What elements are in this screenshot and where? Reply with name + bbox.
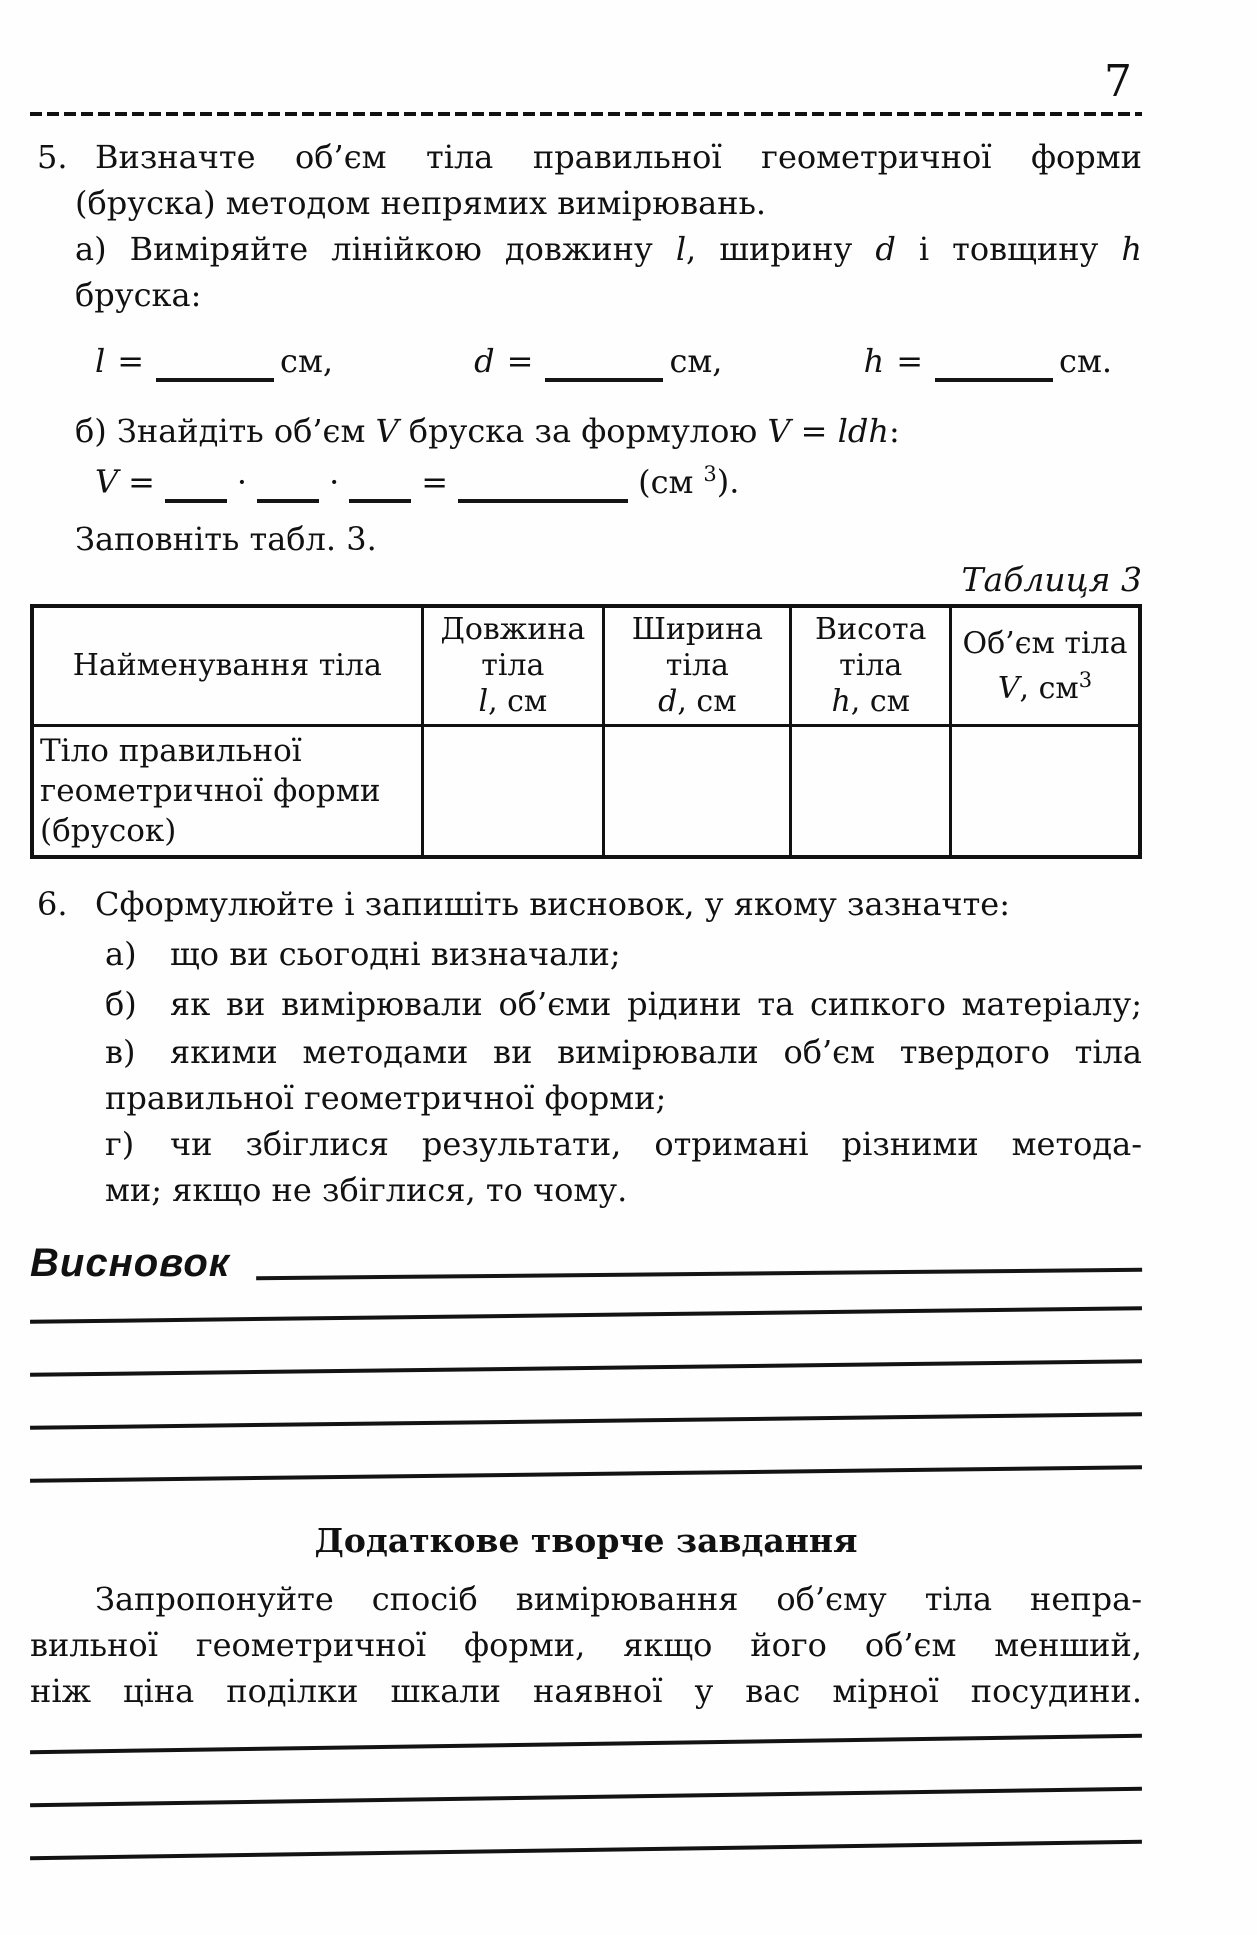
page-number: 7 [1104, 56, 1132, 107]
empty-cell-volume [951, 726, 1140, 858]
column-header-name: Найменування тіла [32, 606, 422, 726]
blank-factor-3 [349, 471, 411, 503]
item-a-marker: а) [105, 935, 137, 973]
task-6-item-g-line1 [30, 1121, 1142, 1167]
equals-sign: = [128, 462, 155, 501]
column-header-volume [951, 606, 1140, 726]
superscript-3: 3 [1078, 667, 1093, 692]
equals-sign: = [117, 342, 145, 380]
task-5-line1-text: Визначте об’єм тіла правильної геометричної форми [95, 138, 1142, 176]
header-line [798, 684, 943, 720]
task-5a-line2: бруска: [75, 276, 202, 314]
var-l: l [675, 230, 687, 268]
task-5a-seg3: і товщину [895, 230, 1122, 268]
task-5a-line1 [30, 226, 1142, 272]
writing-line [30, 1840, 1142, 1860]
unit-cm: см, [669, 342, 723, 380]
empty-cell-height [791, 726, 951, 858]
volume-formula-row [30, 462, 1142, 514]
creative-task-heading: Додаткове творче завдання [314, 1521, 858, 1560]
blank-h-value [935, 350, 1053, 382]
task-5-number: 5. [37, 138, 68, 176]
blank-l-value [156, 350, 274, 382]
item-a-text: що ви сьогодні визначали; [170, 935, 621, 973]
table-3-header [32, 606, 1140, 726]
measurement-h [864, 342, 1112, 382]
page-content [30, 0, 1142, 1852]
blank-d-value [545, 350, 663, 382]
var-d: d [474, 342, 495, 380]
measurement-d [474, 342, 722, 382]
item-g-marker: г) [105, 1125, 135, 1163]
writing-line [30, 1412, 1142, 1430]
writing-line [30, 1465, 1142, 1483]
header-line: Ширина [631, 612, 763, 647]
multiplication-dot: · [329, 462, 340, 501]
measurement-row [30, 342, 1142, 394]
table-row [32, 726, 1140, 858]
item-g-text: чи збіглися результати, отримані різними метода- [170, 1125, 1142, 1163]
blank-factor-1 [165, 471, 227, 503]
unit-cm3-open: (см [638, 462, 694, 501]
var-V: V [767, 412, 791, 450]
formula-ldh: ldh [837, 412, 889, 450]
item-b-text: як ви вимірювали об’єми рідини та сипкого матеріалу; [170, 985, 1142, 1023]
equals-sign: = [421, 462, 449, 501]
header-line: Довжина [440, 612, 586, 647]
conclusion-writing-line [256, 1240, 1142, 1281]
header-line [430, 684, 597, 720]
task-5b-line [30, 408, 1142, 454]
item-b-marker: б) [105, 985, 137, 1023]
column-header-width [604, 606, 791, 726]
var-h: h [863, 342, 885, 380]
creative-line2: вильної геометричної форми, якщо його об’єм менший, [30, 1626, 1142, 1664]
column-header-height [791, 606, 951, 726]
header-line [611, 684, 783, 720]
var-l: l [478, 684, 489, 719]
var-d: d [658, 684, 678, 719]
item-v-text: якими методами ви вимірювали об’єм твердого тіла [170, 1033, 1142, 1071]
task-5b-seg1: б) Знайдіть об’єм [75, 412, 376, 450]
table-3-body [32, 726, 1140, 858]
page-header-rule [30, 112, 1142, 116]
superscript-3: 3 [703, 462, 717, 486]
empty-cell-width [604, 726, 791, 858]
table-caption: Таблиця 3 [961, 560, 1142, 599]
unit-cm: , см [850, 684, 911, 719]
task-6-item-v-line2: правильної геометричної форми; [105, 1079, 667, 1117]
header-line: Об’єм тіла [962, 625, 1128, 661]
equals-sign: = [790, 412, 838, 450]
blank-factor-2 [257, 471, 319, 503]
var-V: V [95, 462, 119, 501]
var-V: V [997, 670, 1020, 706]
unit-cm: см. [1059, 342, 1112, 380]
header-line: тіла [839, 648, 903, 683]
task-5a-seg2: , ширину [686, 230, 876, 268]
creative-line3: ніж ціна поділки шкали наявної у вас мірної посудини. [30, 1672, 1142, 1710]
conclusion-section [30, 1241, 1142, 1289]
var-h: h [831, 684, 851, 719]
unit-cm: , см [488, 684, 548, 719]
task-6-intro-text: Сформулюйте і запишіть висновок, у якому зазначте: [95, 885, 1010, 923]
task-6-item-g-line2: ми; якщо не збіглися, то чому. [105, 1171, 628, 1209]
var-d: d [875, 230, 896, 268]
task-6 [30, 881, 1142, 1213]
empty-cell-length [422, 726, 604, 858]
writing-line [30, 1359, 1142, 1377]
table-header-row [32, 606, 1140, 726]
var-V: V [375, 412, 399, 450]
column-header-length [422, 606, 604, 726]
task-6-intro [30, 881, 1142, 927]
task-5-line2: (бруска) методом непрямих вимірювань. [75, 184, 767, 222]
task-6-item-a [30, 931, 1142, 977]
task-6-item-b [30, 981, 1142, 1027]
writing-line [30, 1787, 1142, 1807]
var-h: h [1121, 230, 1143, 268]
header-line: Висота [815, 612, 927, 647]
header-line: тіла [481, 648, 545, 683]
task-5-line1 [30, 134, 1142, 180]
var-l: l [95, 342, 106, 380]
header-line [958, 662, 1132, 707]
unit-cm: , см [1019, 670, 1079, 706]
item-v-marker: в) [105, 1033, 136, 1071]
task-6-item-v-line1 [30, 1029, 1142, 1075]
writing-line [30, 1734, 1142, 1754]
table-3 [30, 604, 1142, 859]
blank-volume-result [458, 471, 628, 503]
header-line: тіла [665, 648, 729, 683]
creative-task-paragraph [30, 1576, 1142, 1714]
writing-line [30, 1306, 1142, 1324]
unit-cm: см, [280, 342, 334, 380]
task-5 [30, 134, 1142, 562]
equals-sign: = [896, 342, 924, 380]
equals-sign: = [506, 342, 534, 380]
unit-cm: , см [677, 684, 737, 719]
multiplication-dot: · [236, 462, 248, 501]
conclusion-label: Висновок [30, 1241, 231, 1285]
task-5b-seg2: бруска за формулою [398, 412, 768, 450]
colon: : [888, 412, 900, 450]
unit-cm3-close: ). [716, 462, 740, 501]
fill-table-note: Заповніть табл. 3. [75, 520, 377, 558]
row-label-cell: Тіло правильної геометричної форми (брусок) [32, 726, 422, 858]
creative-line1: Запропонуйте спосіб вимірювання об’єму тіла непра- [95, 1580, 1142, 1618]
task-5a-seg1: а) Виміряйте лінійкою довжину [75, 230, 676, 268]
task-6-number: 6. [37, 885, 68, 923]
measurement-l [95, 342, 333, 382]
